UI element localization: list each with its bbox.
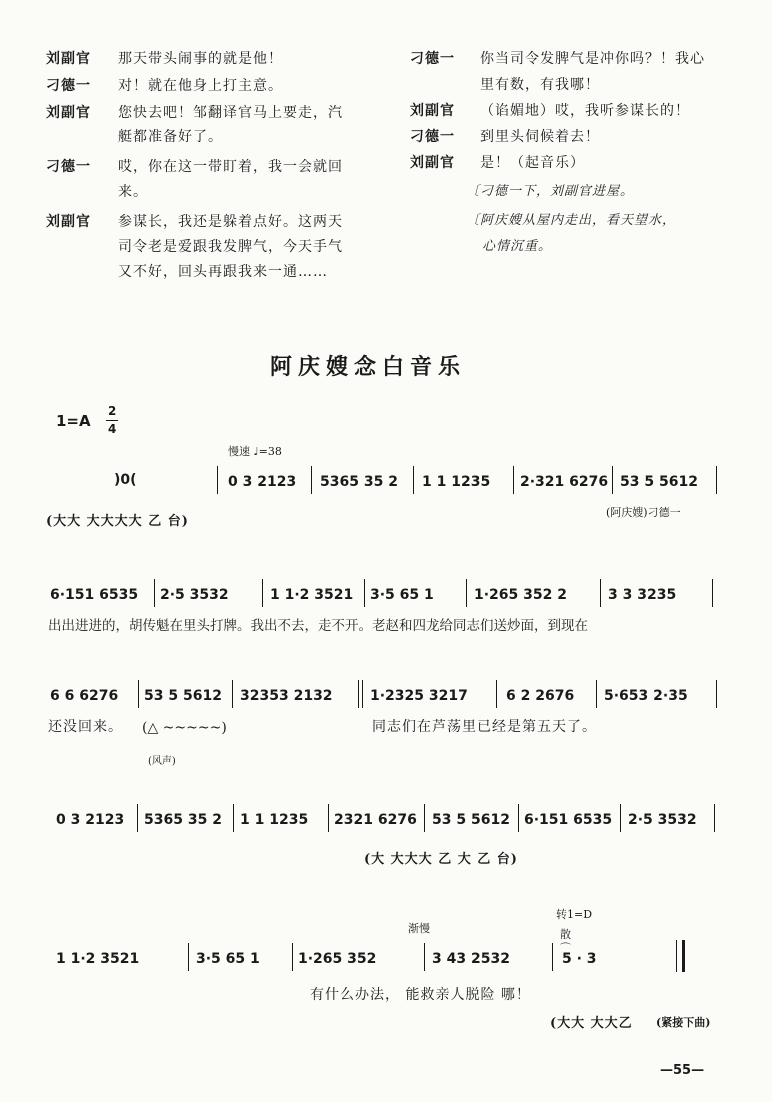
barline <box>596 680 597 708</box>
measure: 1 1·2 3521 <box>270 587 354 603</box>
measure: 6·151 6535 <box>524 812 613 828</box>
cue-label: (阿庆嫂)刁德一 <box>606 506 681 519</box>
barline <box>714 804 715 832</box>
barline <box>262 579 263 607</box>
page-number: —55— <box>660 1063 705 1078</box>
continuation-note: (紧接下曲) <box>656 1016 711 1029</box>
stage-direction: 〔阿庆嫂从屋内走出，看天望水， <box>466 213 677 228</box>
stage-direction: 〔刁德一下，刘副官进屋。 <box>466 184 635 199</box>
speaker: 刘副官 <box>46 51 91 67</box>
barline <box>358 680 359 708</box>
barline <box>496 680 497 708</box>
barline <box>217 466 218 494</box>
dialogue-line: 您快去吧！邹翻译官马上要走，汽 <box>118 105 343 121</box>
measure: 1·265 352 <box>298 951 377 967</box>
barline <box>716 680 717 708</box>
dialogue-line: （谄媚地）哎，我听参谋长的！ <box>480 103 690 119</box>
speaker: 刘副官 <box>410 103 455 119</box>
time-signature-bottom: 4 <box>108 422 117 436</box>
barline <box>600 579 601 607</box>
barline <box>620 804 621 832</box>
speaker: 刁德一 <box>410 51 455 67</box>
dialogue-line: 你当司令发脾气是冲你吗？！我心 <box>480 51 705 67</box>
measure: 3 43 2532 <box>432 951 510 967</box>
dialogue-line: 司令老是爱跟我发脾气，今天手气 <box>118 239 343 255</box>
barline <box>362 680 363 708</box>
measure: 1 1·2 3521 <box>56 951 140 967</box>
barline <box>154 579 155 607</box>
dialogue-line: 又不好，回头再跟我来一通…… <box>118 264 328 280</box>
barline <box>188 943 189 971</box>
barline <box>716 466 717 494</box>
stage-direction: 心情沉重。 <box>482 239 553 254</box>
percussion-line: (大 大大大 乙 大 乙 台) <box>364 852 518 867</box>
tempo-marking: 渐慢 <box>408 922 430 935</box>
dialogue-line: 对！就在他身上打主意。 <box>118 78 283 94</box>
barline <box>232 680 233 708</box>
measure: 3·5 65 1 <box>196 951 260 967</box>
key-signature: 1=A <box>56 412 91 430</box>
lyrics-line: 出出进进的，胡传魁在里头打牌。我出不去，走不开。老赵和四龙给同志们送炒面，到现在 <box>48 618 588 634</box>
barline <box>364 579 365 607</box>
measure: 53 5 5612 <box>432 812 510 828</box>
lyrics-line: 同志们在芦荡里已经是第五天了。 <box>372 719 597 735</box>
measure: 1·2325 3217 <box>370 688 468 704</box>
measure: 1 1 1235 <box>240 812 309 828</box>
measure: 6 6 6276 <box>50 688 119 704</box>
barline <box>138 680 139 708</box>
measure: 5365 35 2 <box>144 812 222 828</box>
dialogue-line: 参谋长，我还是躲着点好。这两天 <box>118 214 343 230</box>
barline <box>612 466 613 494</box>
measure: 1·265 352 2 <box>474 587 567 603</box>
measure: 2·5 3532 <box>160 587 229 603</box>
time-signature-top: 2 <box>108 404 117 418</box>
speaker: 刁德一 <box>410 129 455 145</box>
speaker: 刘副官 <box>46 214 91 230</box>
barline <box>466 579 467 607</box>
barline <box>552 943 553 971</box>
measure: 3·5 65 1 <box>370 587 434 603</box>
tempo-marking: 慢速 ♩=38 <box>228 445 282 458</box>
barline <box>518 804 519 832</box>
dialogue-line: 那天带头闹事的就是他！ <box>118 51 283 67</box>
speaker: 刁德一 <box>46 78 91 94</box>
dialogue-line: 是！（起音乐） <box>480 155 585 171</box>
speaker: 刁德一 <box>46 159 91 175</box>
barline <box>137 804 138 832</box>
dialogue-line: 来。 <box>118 184 148 200</box>
percussion-line: (大大 大大乙 <box>550 1016 633 1031</box>
wind-mark: (△ ~~~~~) <box>142 720 227 736</box>
barline <box>413 466 414 494</box>
measure: 2·5 3532 <box>628 812 697 828</box>
final-barline <box>676 940 685 972</box>
measure: 3 3 3235 <box>608 587 677 603</box>
barline <box>233 804 234 832</box>
dialogue-line: 艇都准备好了。 <box>118 129 223 145</box>
measure: 0 3 2123 <box>228 474 297 490</box>
barline <box>328 804 329 832</box>
measure: 6 2 2676 <box>506 688 575 704</box>
dialogue-line: 哎，你在这一带盯着，我一会就回 <box>118 159 343 175</box>
measure: 2·321 6276 <box>520 474 609 490</box>
free-tempo-marking: 散 <box>560 928 571 941</box>
percussion-line: (大大 大大大大 乙 台) <box>46 514 189 529</box>
barline <box>513 466 514 494</box>
measure: 32353 2132 <box>240 688 333 704</box>
lyrics-line: 有什么办法， 能救亲人脱险 哪！ <box>310 987 531 1003</box>
modulation-marking: 转1=D <box>556 908 593 921</box>
measure: 0 3 2123 <box>56 812 125 828</box>
dialogue-line: 到里头伺候着去！ <box>480 129 600 145</box>
barline <box>292 943 293 971</box>
barline <box>424 943 425 971</box>
time-signature-rule <box>106 420 118 421</box>
speaker: 刘副官 <box>46 105 91 121</box>
section-title: 阿庆嫂念白音乐 <box>270 354 467 380</box>
fermata-icon: ⌒ <box>560 942 571 955</box>
wind-note: (风声) <box>148 756 176 767</box>
measure: 6·151 6535 <box>50 587 139 603</box>
measure: 5365 35 2 <box>320 474 398 490</box>
row-prefix: )0( <box>114 472 137 488</box>
measure: 53 5 5612 <box>620 474 698 490</box>
barline <box>424 804 425 832</box>
measure: 2321 6276 <box>334 812 417 828</box>
measure: 53 5 5612 <box>144 688 222 704</box>
barline <box>712 579 713 607</box>
measure: 5·653 2·35 <box>604 688 688 704</box>
measure: 1 1 1235 <box>422 474 491 490</box>
dialogue-line: 里有数，有我哪！ <box>480 77 600 93</box>
barline <box>311 466 312 494</box>
measure: 5 · 3 <box>562 951 597 967</box>
lyrics-line: 还没回来。 <box>48 719 123 735</box>
speaker: 刘副官 <box>410 155 455 171</box>
